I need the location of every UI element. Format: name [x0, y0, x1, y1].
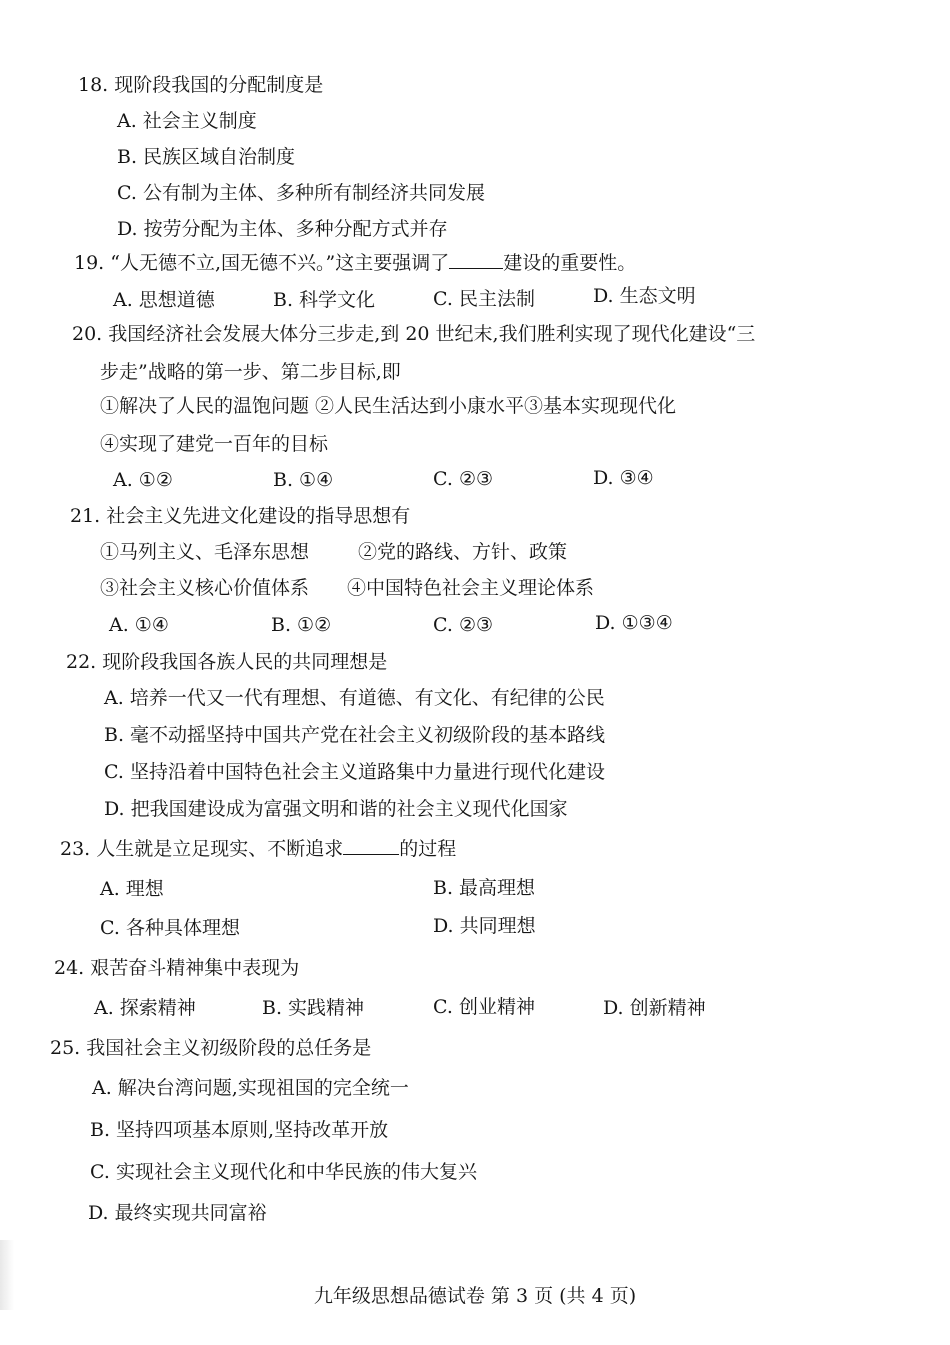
question-19-option-a: A. 思想道德: [113, 289, 215, 311]
question-19-option-c: C. 民主法制: [433, 288, 535, 310]
question-19-stem-after: 建设的重要性。: [503, 252, 637, 274]
question-25-option-b: B. 坚持四项基本原则,坚持改革开放: [90, 1119, 389, 1141]
question-23-option-a: A. 理想: [100, 878, 164, 900]
question-20-option-d: D. ③④: [593, 467, 654, 489]
question-20-items-line2: ④实现了建党一百年的目标: [100, 433, 329, 455]
question-24-option-c: C. 创业精神: [433, 996, 535, 1018]
question-23-stem-after: 的过程: [399, 838, 457, 860]
question-22-option-d: D. 把我国建设成为富强文明和谐的社会主义现代化国家: [104, 798, 568, 820]
question-23-option-b: B. 最高理想: [433, 877, 536, 899]
page-footer: 九年级思想品德试卷 第 3 页 (共 4 页): [313, 1285, 637, 1307]
question-23-stem: [60, 837, 456, 861]
question-21-option-a: A. ①④: [109, 614, 169, 636]
question-20-stem-line1: 20. 我国经济社会发展大体分三步走,到 20 世纪末,我们胜利实现了现代化建设“三: [72, 323, 756, 345]
question-24-option-b: B. 实践精神: [262, 997, 365, 1019]
question-20-stem-line2: 步走”战略的第一步、第二步目标,即: [100, 361, 401, 383]
question-21-item-4: ④中国特色社会主义理论体系: [347, 577, 595, 599]
question-24-option-d: D. 创新精神: [603, 997, 706, 1019]
question-21-option-c: C. ②③: [433, 614, 494, 636]
question-24-option-a: A. 探索精神: [94, 997, 196, 1019]
question-20-option-b: B. ①④: [273, 469, 334, 491]
question-18-option-d: D. 按劳分配为主体、多种分配方式并存: [117, 218, 448, 240]
question-21-stem: 21. 社会主义先进文化建设的指导思想有: [70, 505, 411, 527]
question-25-option-a: A. 解决台湾问题,实现祖国的完全统一: [92, 1077, 409, 1099]
answer-blank: [343, 838, 399, 855]
answer-blank: [449, 252, 503, 269]
question-23-stem-before: 23. 人生就是立足现实、不断追求: [60, 838, 344, 860]
question-21-option-b: B. ①②: [271, 614, 332, 636]
question-21-option-d: D. ①③④: [595, 612, 673, 634]
question-19-option-d: D. 生态文明: [593, 285, 696, 307]
question-24-stem: 24. 艰苦奋斗精神集中表现为: [54, 957, 300, 979]
question-21-item-2: ②党的路线、方针、政策: [358, 541, 568, 563]
question-20-option-c: C. ②③: [433, 468, 494, 490]
question-18-option-b: B. 民族区域自治制度: [117, 146, 296, 168]
question-25-option-d: D. 最终实现共同富裕: [88, 1202, 267, 1224]
question-20-option-a: A. ①②: [113, 469, 173, 491]
question-19-stem: [74, 251, 636, 275]
question-21-item-3: ③社会主义核心价值体系: [100, 577, 310, 599]
question-19-option-b: B. 科学文化: [273, 289, 376, 311]
question-25-option-c: C. 实现社会主义现代化和中华民族的伟大复兴: [90, 1161, 477, 1183]
question-23-option-d: D. 共同理想: [433, 915, 536, 937]
question-22-option-b: B. 毫不动摇坚持中国共产党在社会主义初级阶段的基本路线: [104, 724, 606, 746]
question-20-items-line1: ①解决了人民的温饱问题 ②人民生活达到小康水平③基本实现现代化: [100, 395, 677, 417]
question-18-option-a: A. 社会主义制度: [117, 110, 257, 132]
question-25-stem: 25. 我国社会主义初级阶段的总任务是: [50, 1037, 372, 1059]
question-22-option-a: A. 培养一代又一代有理想、有道德、有文化、有纪律的公民: [104, 687, 605, 709]
question-23-option-c: C. 各种具体理想: [100, 917, 240, 939]
question-22-stem: 22. 现阶段我国各族人民的共同理想是: [66, 651, 388, 673]
question-18-stem: 18. 现阶段我国的分配制度是: [78, 74, 324, 96]
question-18-option-c: C. 公有制为主体、多种所有制经济共同发展: [117, 182, 485, 204]
question-21-item-1: ①马列主义、毛泽东思想: [100, 541, 310, 563]
question-19-stem-before: 19. “人无德不立,国无德不兴。”这主要强调了: [74, 252, 450, 274]
question-22-option-c: C. 坚持沿着中国特色社会主义道路集中力量进行现代化建设: [104, 761, 605, 783]
